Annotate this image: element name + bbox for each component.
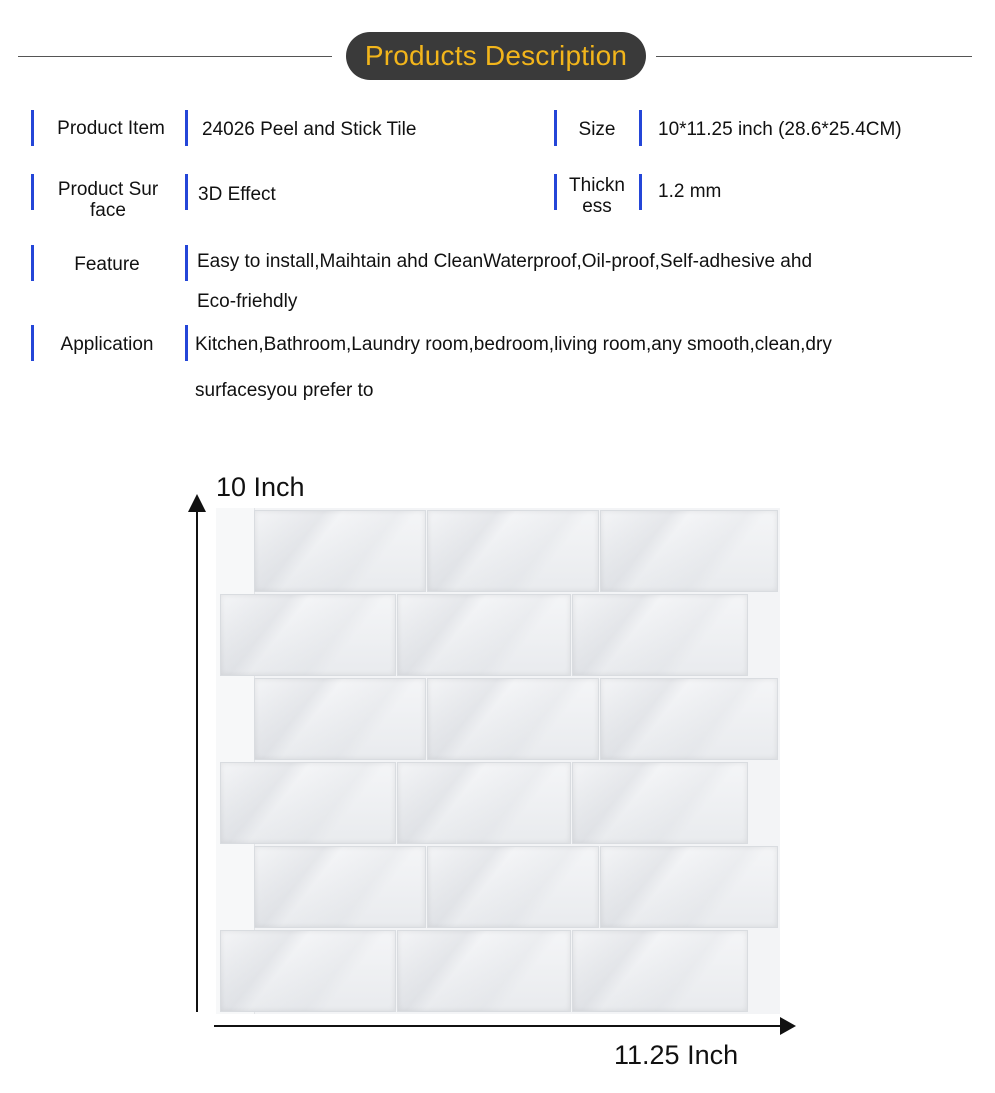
tile-brick (220, 594, 396, 676)
tile-brick (220, 930, 396, 1012)
tile-brick (254, 510, 426, 592)
tile-brick (254, 846, 426, 928)
arrow-right-icon (780, 1017, 796, 1035)
application-value-line1: Kitchen,Bathroom,Laundry room,bedroom,living room,any smooth,clean,dry (195, 334, 832, 355)
application-label: Application (60, 334, 154, 355)
header-rule-right (656, 56, 972, 57)
thickness-value: 1.2 mm (658, 181, 722, 202)
tile-brick (220, 762, 396, 844)
accent-bar (31, 325, 34, 361)
header-rule-left (18, 56, 332, 57)
tile-brick (397, 762, 571, 844)
tile-brick (600, 846, 778, 928)
product-surface-label-line1: Product Sur (57, 179, 159, 200)
accent-bar (639, 110, 642, 146)
tile-brick (600, 510, 778, 592)
height-dimension-line (196, 508, 198, 1012)
accent-bar (31, 245, 34, 281)
tile-brick (427, 846, 599, 928)
accent-bar (185, 174, 188, 210)
width-dimension-label: 11.25 Inch (614, 1040, 739, 1070)
product-item-value: 24026 Peel and Stick Tile (202, 119, 417, 140)
product-surface-label-line2: face (90, 200, 126, 221)
thickness-label-line2: ess (582, 196, 612, 217)
tile-brick (254, 678, 426, 760)
accent-bar (185, 110, 188, 146)
tile-product-image (216, 508, 780, 1014)
tile-brick (572, 762, 748, 844)
size-value: 10*11.25 inch (28.6*25.4CM) (658, 119, 902, 140)
height-dimension-label: 10 Inch (216, 472, 305, 502)
tile-brick (572, 930, 748, 1012)
tile-brick (572, 594, 748, 676)
thickness-label-line1: Thickn (569, 175, 625, 196)
width-dimension-line (214, 1025, 784, 1027)
product-surface-value: 3D Effect (198, 184, 276, 205)
accent-bar (554, 110, 557, 146)
accent-bar (31, 110, 34, 146)
feature-value-line1: Easy to install,Maihtain ahd CleanWaterproof,Oil-proof,Self-adhesive ahd (197, 251, 813, 272)
page-title: Products Description (346, 32, 646, 80)
size-label: Size (578, 119, 616, 140)
tile-brick (427, 510, 599, 592)
accent-bar (185, 325, 188, 361)
application-value-line2: surfacesyou prefer to (195, 380, 374, 401)
feature-value-line2: Eco-friehdly (197, 291, 298, 312)
product-surface-label (42, 179, 174, 221)
accent-bar (554, 174, 557, 210)
feature-label: Feature (74, 254, 140, 275)
thickness-label (562, 175, 632, 217)
tile-brick (427, 678, 599, 760)
accent-bar (185, 245, 188, 281)
accent-bar (31, 174, 34, 210)
product-item-label: Product Item (57, 118, 165, 139)
accent-bar (639, 174, 642, 210)
tile-brick (397, 930, 571, 1012)
tile-brick (600, 678, 778, 760)
tile-brick (397, 594, 571, 676)
